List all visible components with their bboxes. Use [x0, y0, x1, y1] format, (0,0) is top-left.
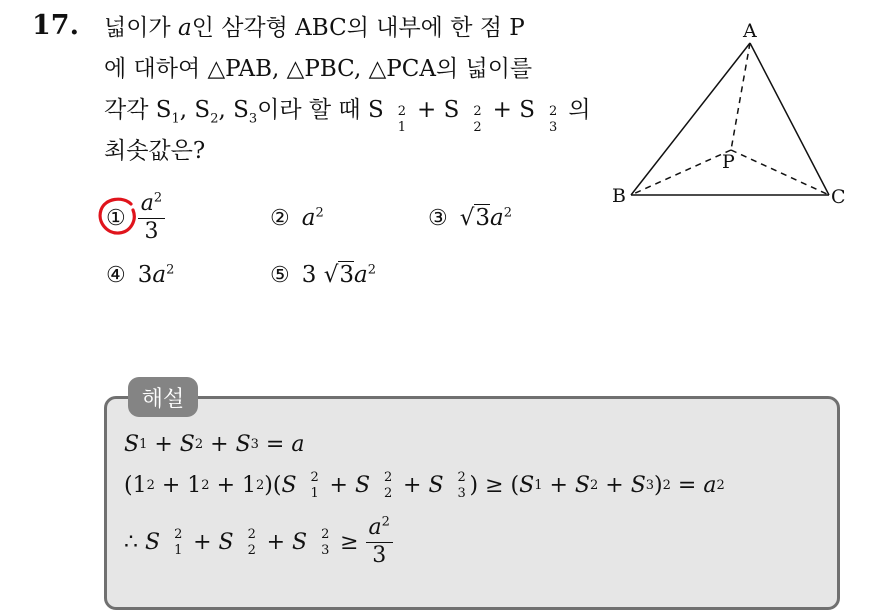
ge: ) ≥ (	[469, 473, 520, 498]
sub: 1	[310, 485, 319, 501]
var: a	[490, 205, 504, 231]
triangle-diagram	[600, 10, 860, 210]
plus: +	[147, 432, 180, 457]
selected-circle-mark	[97, 196, 143, 238]
var: a	[301, 205, 316, 231]
s1sq	[160, 526, 186, 558]
choice-3[interactable]	[428, 205, 512, 231]
question-number: 17.	[32, 10, 79, 41]
s: S	[235, 432, 251, 457]
solution-tag: 해설	[128, 377, 198, 417]
choice-2-body	[302, 205, 324, 231]
t: + 1	[209, 473, 256, 498]
s: S	[354, 473, 371, 498]
q3-comma1: , S	[179, 97, 211, 123]
solution-line-2: (1 2 + 1 2 + 1 2 )( S 2 1 + S 2 2 + S 2 3 ) ≥ ( S 1 + S 2 + S 3 ) 2 = a 2	[124, 469, 725, 501]
question-line-1	[104, 8, 591, 49]
sup: 2	[457, 469, 466, 485]
plus: +	[259, 530, 292, 555]
s2sq	[370, 469, 396, 501]
close: )	[654, 473, 663, 498]
radicand: 3	[339, 262, 354, 288]
sqrt: √3	[459, 205, 491, 231]
choice-2-marker: ②	[270, 205, 290, 231]
sup: 2	[321, 526, 330, 542]
q1-pre: 넓이가	[104, 15, 178, 41]
frac-den: 3	[372, 543, 387, 568]
q3-comma2: , S	[218, 97, 249, 123]
solution-line-1: S 1 + S 2 + S 3 = a	[124, 432, 305, 457]
frac-den: 3	[144, 219, 159, 244]
t: )(	[264, 473, 282, 498]
sup: 2	[310, 469, 319, 485]
q3-s3-sq	[535, 97, 561, 135]
q3-plus2: + S	[485, 97, 536, 123]
q3-sub2: 2	[210, 111, 219, 127]
t: + 1	[154, 473, 202, 498]
s: S	[630, 473, 646, 498]
sup: 2	[247, 526, 256, 542]
sup: 2	[549, 104, 558, 119]
plus: +	[598, 473, 631, 498]
choice-3-body	[460, 205, 512, 231]
segment-pa	[731, 43, 750, 150]
q1-post: 인 삼각형 ABC의 내부에 한 점 P	[191, 15, 525, 41]
num-exp: 2	[153, 190, 163, 206]
q3-pre: 각각 S	[104, 97, 172, 123]
s: S	[218, 530, 234, 555]
sub: 3	[549, 120, 558, 135]
coef: 3	[137, 262, 153, 288]
sub: 3	[457, 485, 466, 501]
sub: 2	[473, 120, 482, 135]
plus: +	[322, 473, 355, 498]
s: S	[179, 432, 195, 457]
q3-s1-sq	[384, 97, 410, 135]
exp: 2	[166, 262, 175, 278]
s1sq	[297, 469, 323, 501]
sup: 2	[473, 104, 482, 119]
label-b: B	[612, 185, 626, 207]
s: S	[574, 473, 590, 498]
s: S	[145, 530, 161, 555]
s3sq	[444, 469, 470, 501]
choice-1-marker	[106, 206, 126, 231]
num-var: a	[140, 191, 154, 216]
q3-post: 의	[561, 97, 591, 123]
a: a	[703, 473, 717, 498]
plus: +	[396, 473, 429, 498]
choice-1[interactable]	[106, 192, 165, 245]
frac-num	[366, 516, 393, 543]
question-text	[104, 8, 591, 172]
therefore: ∴	[124, 530, 145, 555]
equals: =	[670, 473, 704, 498]
sub: 2	[384, 485, 393, 501]
q3-mid: 이라 할 때 S	[257, 97, 384, 123]
a: a	[368, 515, 382, 540]
segment-pc	[731, 150, 829, 195]
ge: ≥	[333, 530, 366, 555]
q3-plus1: + S	[409, 97, 460, 123]
var: a	[353, 262, 368, 288]
exp: 2	[315, 205, 324, 221]
question-line-3	[104, 90, 591, 135]
coef: 3	[301, 262, 324, 288]
label-a: A	[743, 20, 757, 42]
radicand: 3	[475, 205, 491, 231]
choice-4[interactable]	[106, 262, 174, 288]
exp: 2	[503, 205, 513, 221]
marker-text: ①	[106, 206, 126, 231]
label-c: C	[831, 186, 846, 208]
var: a	[152, 262, 167, 288]
choice-4-marker: ④	[106, 262, 126, 288]
plus: +	[542, 473, 575, 498]
solution-box	[104, 396, 840, 610]
sub: 1	[397, 120, 406, 135]
sup: 2	[384, 469, 393, 485]
s3sq	[307, 526, 333, 558]
choice-4-body	[138, 262, 175, 288]
edge-ac	[750, 43, 829, 195]
sup: 2	[174, 526, 183, 542]
q3-s2-sq	[459, 97, 485, 135]
result-fraction	[366, 516, 393, 569]
choice-5-body	[302, 262, 376, 288]
s: S	[428, 473, 444, 498]
sub: 1	[174, 542, 183, 558]
sup: 2	[397, 104, 406, 119]
sub: 2	[247, 542, 256, 558]
plus: +	[186, 530, 219, 555]
question-line-2: 에 대하여 △PAB, △PBC, △PCA의 넓이를	[104, 56, 533, 82]
solution-line-3	[124, 516, 393, 569]
segment-pb	[631, 150, 731, 195]
exp: 2	[367, 262, 376, 278]
var-a: a	[177, 15, 192, 41]
choice-5[interactable]	[270, 262, 376, 288]
s: S	[124, 432, 140, 457]
sub: 3	[321, 542, 330, 558]
choice-2[interactable]	[270, 205, 324, 231]
equals: =	[258, 432, 292, 457]
question-line-4: 최솟값은?	[104, 138, 206, 164]
s2sq	[234, 526, 260, 558]
s: S	[519, 473, 535, 498]
s: S	[292, 530, 308, 555]
choice-3-marker: ③	[428, 205, 448, 231]
sup: 2	[381, 514, 390, 530]
sqrt: √3	[323, 262, 354, 288]
q3-sub3: 3	[248, 111, 258, 127]
q3-sub1: 1	[171, 111, 180, 127]
a: a	[291, 432, 305, 457]
s: S	[281, 473, 297, 498]
plus: +	[203, 432, 236, 457]
choice-5-marker: ⑤	[270, 262, 290, 288]
label-p: P	[722, 151, 735, 173]
t: (1	[124, 473, 147, 498]
